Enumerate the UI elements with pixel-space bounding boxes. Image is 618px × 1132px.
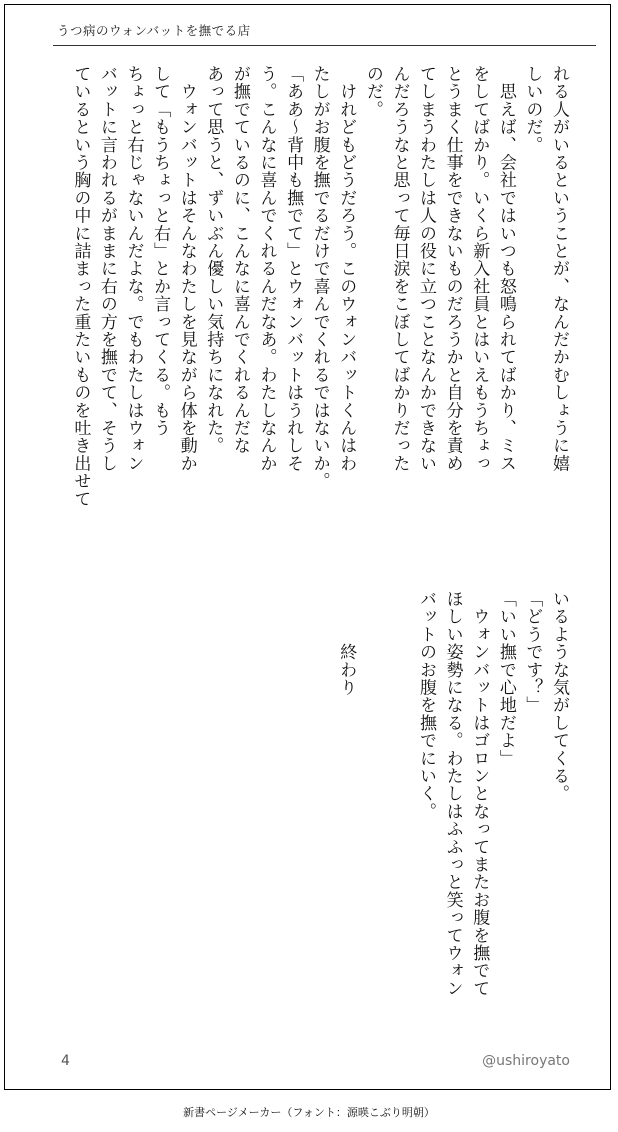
text-line: たしがお腹を撫でるだけで喜んでくれるではないか。	[309, 65, 330, 490]
text-line: とうまく仕事をできないものだろうかと自分を責め	[442, 65, 463, 473]
text-line	[359, 590, 386, 1050]
text-line: ているという胸の中に詰まった重たいものを吐き出せて	[70, 65, 91, 508]
lower-text-block	[52, 590, 572, 1050]
text-line: が撫でているのに、こんなに喜んでくれるんだな	[229, 65, 250, 455]
text-line: てしまうわたしは人の役に立つことなんかできない	[416, 65, 437, 473]
text-line: ウォンバットはそんなわたしを見ながら体を動か	[176, 65, 197, 473]
author-handle: @ushiroyato	[482, 1053, 570, 1069]
text-line: いるような気がしてくる。	[549, 590, 569, 803]
page-number: 4	[61, 1053, 70, 1069]
text-line: ほしい姿勢になる。わたしはふふっと笑ってウォン	[442, 590, 463, 998]
text-line: バットのお腹を撫でにいく。	[416, 590, 437, 821]
text-line	[386, 590, 413, 1050]
text-line: して「もうちょっと右」とか言ってくる。もう	[150, 65, 171, 437]
text-line: ちょっと右じゃないんだよな。でもわたしはウォン	[123, 65, 144, 473]
text-line: あって思うと、ずいぶん優しい気持ちになれた。	[203, 65, 224, 455]
text-line: れる人がいるということが、なんだかむしょうに嬉	[549, 65, 569, 473]
text-line: しいのだ。	[522, 65, 543, 154]
text-line: んだろうなと思って毎日涙をこぼしてばかりだった	[389, 65, 410, 473]
text-line: のだ。	[362, 65, 383, 119]
text-line: バットに言われるがままに右の方を撫でて、そうし	[96, 65, 117, 473]
footer-credit: 新書ページメーカー（フォント：源暎こぶり明朝）	[183, 1106, 435, 1119]
text-line: 終わり	[336, 590, 357, 697]
upper-text-block	[52, 65, 572, 525]
text-line: ウォンバットはゴロンとなってまたお腹を撫でて	[469, 590, 490, 998]
text-line: けれどもどうだろう。このウォンバットくんはわ	[336, 65, 357, 473]
header-divider	[53, 45, 596, 46]
running-title: うつ病のウォンバットを撫でる店	[57, 23, 251, 38]
text-line: 「いい撫で心地だよ」	[495, 590, 516, 767]
page-frame	[4, 4, 611, 1090]
text-line: 「ああ〜背中も撫でて」とウォンバットはうれしそ	[283, 65, 304, 473]
text-line: う。こんなに喜んでくれるんだなあ。わたしなんか	[256, 65, 277, 473]
text-line: をしてばかり。いくら新入社員とはいえもうちょっ	[469, 65, 490, 473]
text-line: 思えば、会社ではいつも怒鳴られてばかり、ミス	[495, 65, 516, 473]
text-line: 「どうです？」	[522, 590, 543, 714]
